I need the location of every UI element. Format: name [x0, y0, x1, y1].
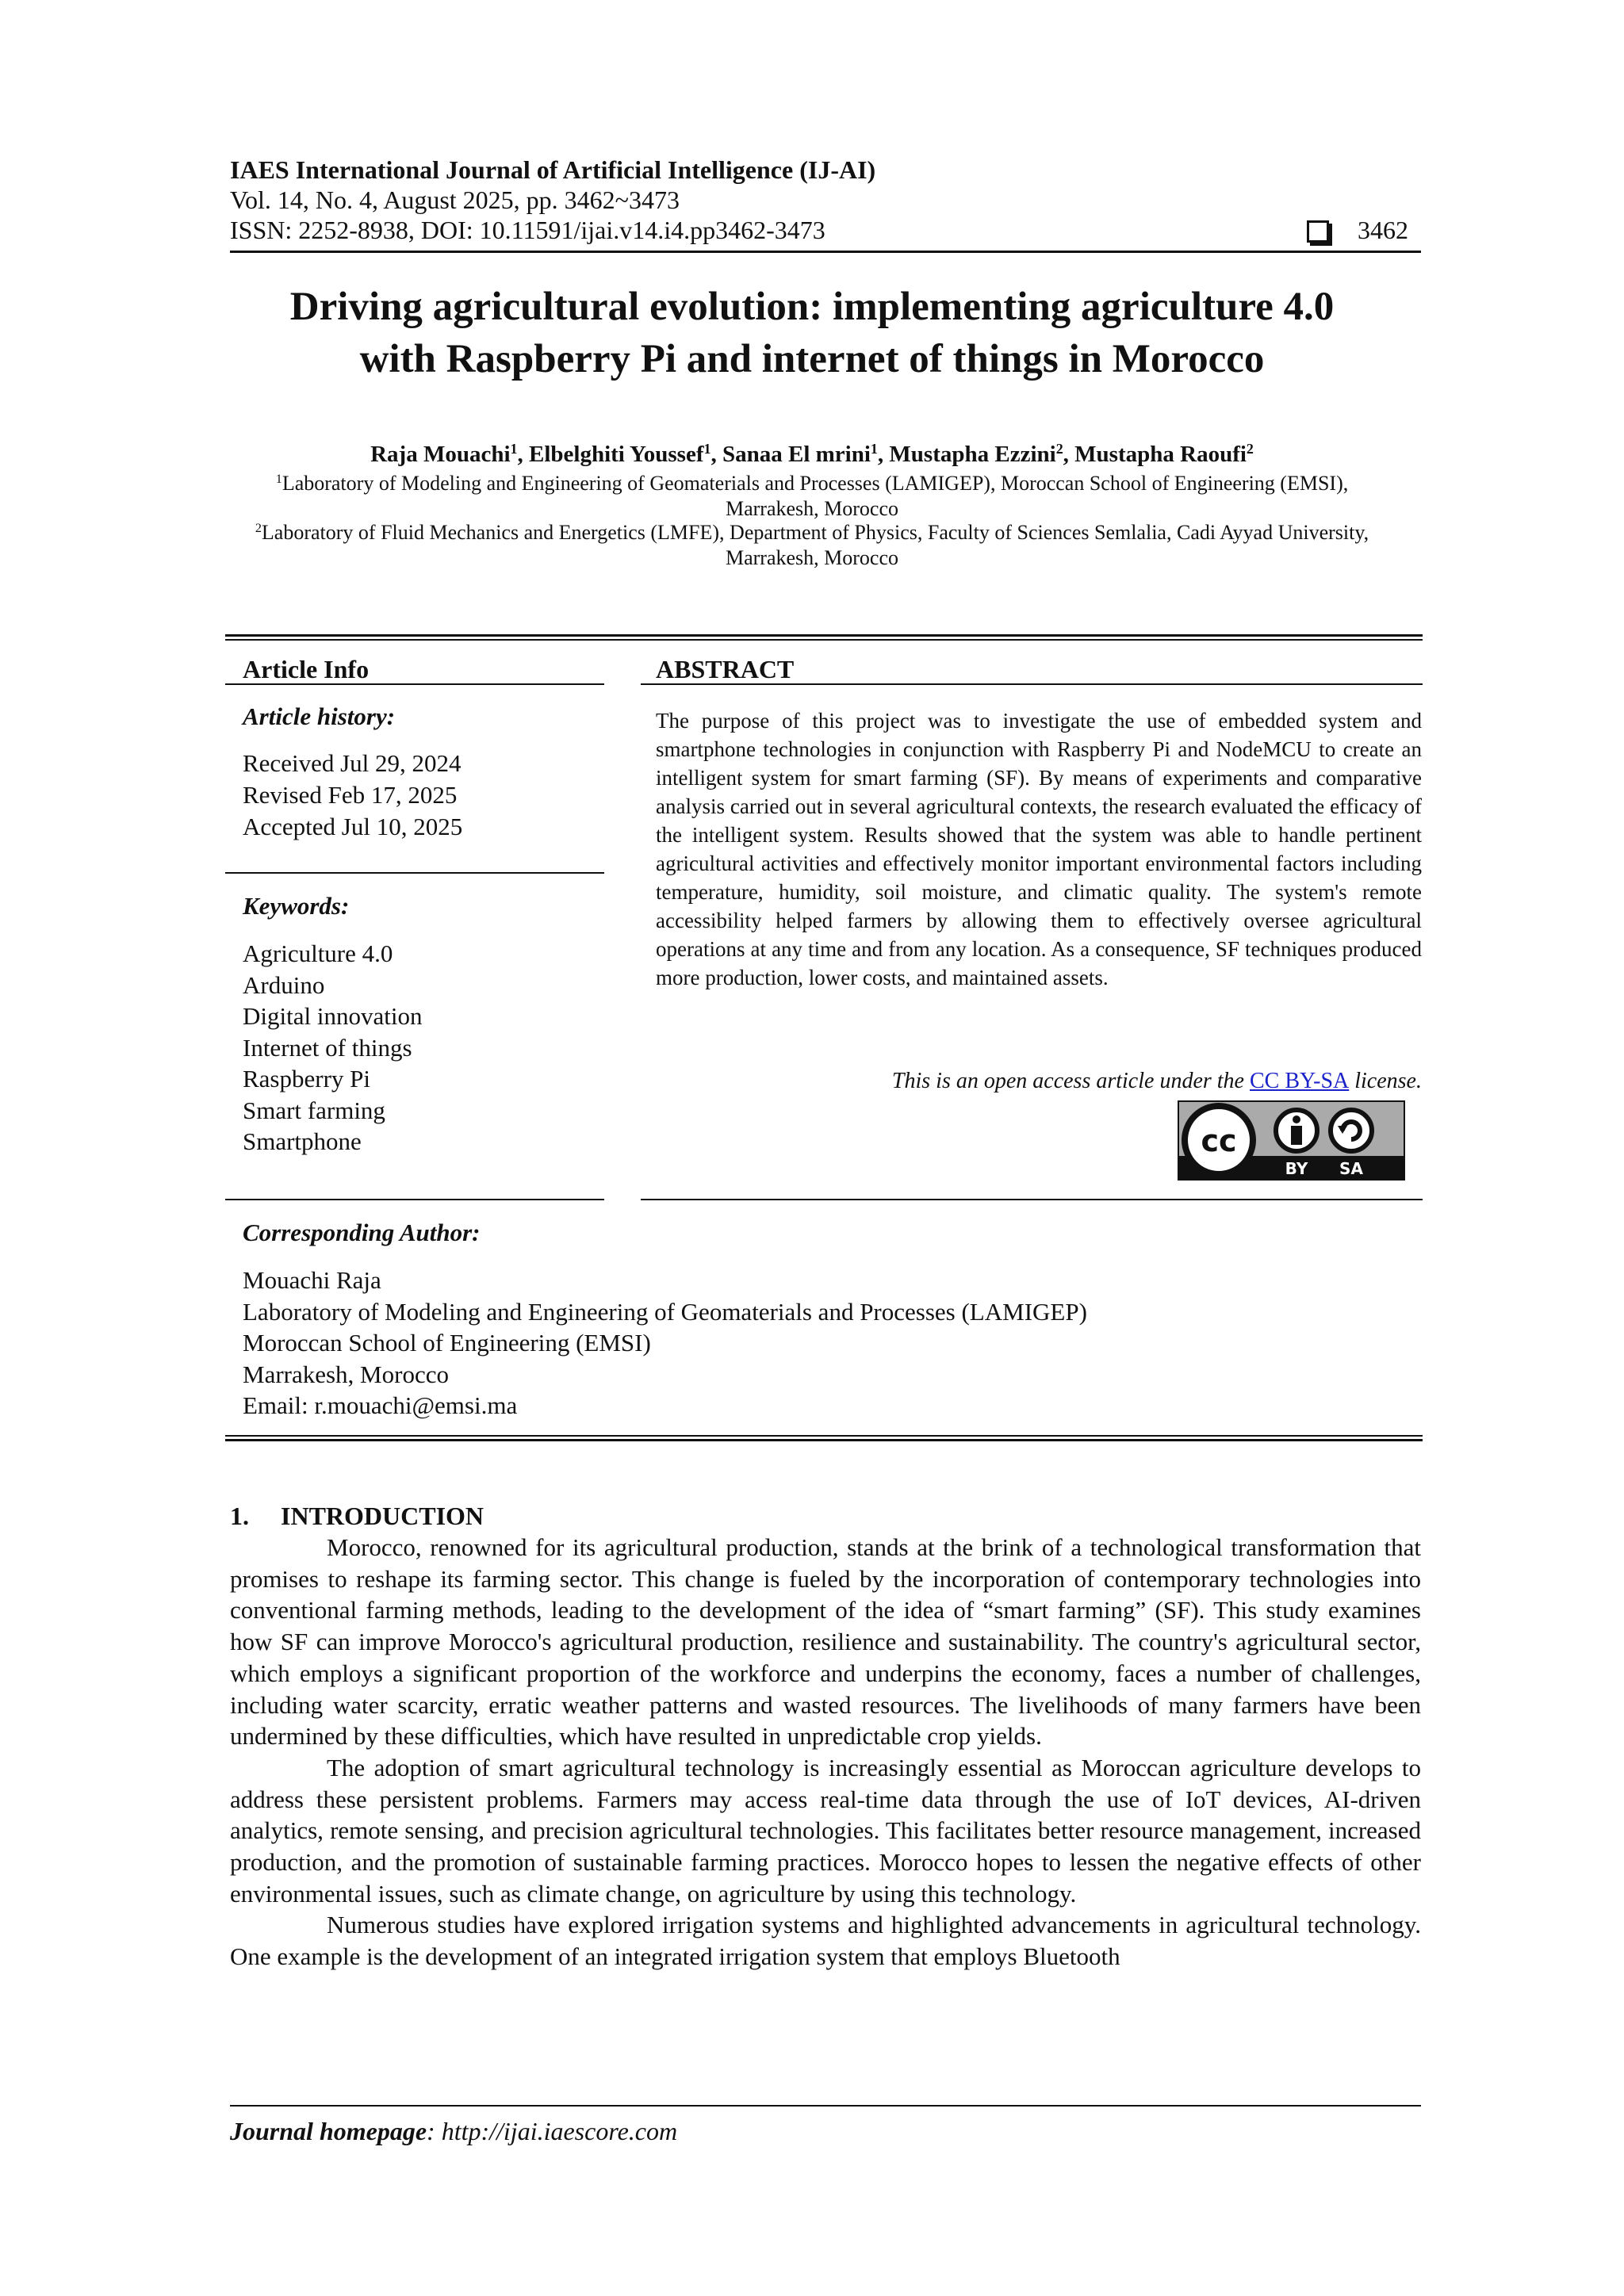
paper-title	[227, 281, 1397, 385]
affiliation-mark: 1	[703, 441, 711, 457]
badge-by-label: BY	[1285, 1159, 1308, 1178]
keywords-list	[243, 938, 422, 1158]
keyword: Smart farming	[243, 1096, 385, 1124]
author-city: Marrakesh, Morocco	[243, 1360, 449, 1388]
share-alike-icon	[1331, 1110, 1372, 1151]
journal-name: IAES International Journal of Artificial Intelligence (IJ-AI)	[230, 155, 876, 184]
affiliation-text: Laboratory of Fluid Mechanics and Energetics (LMFE), Department of Physics, Faculty of Sciences Semlalia, Cadi Ayyad University,	[261, 521, 1369, 544]
affiliation-city: Marrakesh, Morocco	[725, 546, 899, 569]
author: Mustapha Ezzini	[889, 442, 1056, 467]
info-box-top-rule	[225, 634, 1423, 637]
license-line	[656, 1067, 1422, 1096]
abstract-bottom-rule	[641, 1199, 1423, 1200]
affiliation-2	[227, 520, 1397, 571]
abstract-rule	[641, 683, 1423, 685]
info-box-bottom-rule-2	[225, 1439, 1423, 1441]
checkbox-icon	[1307, 220, 1329, 243]
intro-paragraph: Morocco, renowned for its agricultural production, stands at the brink of a technological transformation that promises to reshape its farming sector. This change is fueled by the incorporation of contemporary technologies into conventional farming methods, leading to the development of the idea of “smart farming” (SF). This study examines how SF can improve Morocco's agricultural production, resilience and sustainability. The country's agricultural sector, which employs a significant proportion of the workforce and underpins the economy, faces a number of challenges, including water scarcity, erratic weather patterns and wasted resources. The livelihoods of many farmers have been undermined by these difficulties, which have resulted in unpredictable crop yields.	[230, 1533, 1421, 1751]
author-name: Mouachi Raja	[243, 1266, 381, 1294]
volume-info: Vol. 14, No. 4, August 2025, pp. 3462~3473	[230, 186, 680, 214]
keywords-bottom-rule	[225, 1199, 604, 1200]
article-history-heading: Article history:	[243, 702, 396, 730]
header-rule	[230, 251, 1421, 253]
badge-sa-label: SA	[1339, 1159, 1363, 1178]
author: Sanaa El mrini	[722, 442, 871, 467]
author: Mustapha Raoufi	[1074, 442, 1247, 467]
received-date: Received Jul 29, 2024	[243, 749, 462, 777]
journal-homepage	[230, 2117, 677, 2146]
intro-paragraph: Numerous studies have explored irrigation systems and highlighted advancements in agricultural technology. One example is the development of an integrated irrigation system that employs Bluetooth	[230, 1911, 1421, 1971]
affiliation-mark: 1	[870, 441, 878, 457]
affiliation-number: 1	[275, 473, 282, 487]
homepage-label: Journal homepage	[230, 2117, 427, 2145]
homepage-url[interactable]: : http://ijai.iaescore.com	[427, 2117, 678, 2145]
affiliation-mark: 2	[1246, 441, 1254, 457]
cc-by-sa-link[interactable]: CC BY-SA	[1249, 1069, 1350, 1093]
page-number: 3462	[1358, 216, 1408, 244]
author: Elbelghiti Youssef	[529, 442, 704, 467]
cc-logo-text: cc	[1201, 1123, 1237, 1158]
keyword: Smartphone	[243, 1127, 362, 1155]
info-box-top-rule-2	[225, 639, 1423, 641]
affiliation-city: Marrakesh, Morocco	[725, 497, 899, 520]
abstract-heading: ABSTRACT	[656, 655, 795, 683]
keyword: Raspberry Pi	[243, 1065, 371, 1093]
issn-doi: ISSN: 2252-8938, DOI: 10.11591/ijai.v14.i4.pp3462-3473	[230, 216, 825, 244]
abstract-text: The purpose of this project was to investigate the use of embedded system and smartphone technologies in conjunction with Raspberry Pi and NodeMCU to create an intelligent system for smart farming (SF). By means of experiments and comparative analysis carried out in several agricultural contexts, the research evaluated the efficacy of the intelligent system. Results showed that the system was able to handle pertinent agricultural activities and effectively monitor important environmental factors including temperature, humidity, soil moisture, and climatic quality. The system's remote accessibility helped farmers by allowing them to effectively oversee agricultural operations at any time and from any location. As a consequence, SF techniques produced more production, lower costs, and maintained assets.	[656, 709, 1422, 989]
affiliation-mark: 1	[510, 441, 518, 457]
author-email: Email: r.mouachi@emsi.ma	[243, 1391, 518, 1420]
author: Raja Mouachi	[370, 442, 511, 467]
accepted-date: Accepted Jul 10, 2025	[243, 813, 463, 840]
keyword: Internet of things	[243, 1033, 412, 1062]
affiliation-text: Laboratory of Modeling and Engineering of Geomaterials and Processes (LAMIGEP), Moroccan School of Engineering (EMSI),	[282, 472, 1349, 495]
corresponding-author-heading: Corresponding Author:	[243, 1219, 481, 1246]
keyword: Agriculture 4.0	[243, 939, 393, 967]
author-list: Raja Mouachi$^1$, Elbelghiti Youssef$^1$, Sanaa El mrini$^1$, Mustapha Ezzini$^2$, Mustapha Raoufi$^2$	[370, 441, 1254, 467]
author-school: Moroccan School of Engineering (EMSI)	[243, 1329, 651, 1357]
affiliation-1	[227, 471, 1397, 522]
intro-paragraph: The adoption of smart agricultural technology is increasingly essential as Moroccan agriculture develops to address these persistent problems. Farmers may access real-time data through the use of IoT devices, AI-driven analytics, remote sensing, and precision agricultural technologies. This facilitates better resource management, increased production, and the promotion of sustainable farming practices. Morocco hopes to lessen the negative effects of other environmental issues, such as climate change, on agriculture by using this technology.	[230, 1753, 1421, 1908]
title-line-2: with Raspberry Pi and internet of things in Morocco	[359, 337, 1265, 381]
footer-rule	[230, 2105, 1421, 2107]
affiliation-mark: 2	[1055, 441, 1063, 457]
corresponding-author-details	[243, 1265, 1087, 1422]
keyword: Digital innovation	[243, 1002, 423, 1030]
author-lab: Laboratory of Modeling and Engineering of Geomaterials and Processes (LAMIGEP)	[243, 1297, 1087, 1326]
affiliation-number: 2	[255, 522, 262, 536]
license-suffix: license.	[1349, 1069, 1422, 1093]
info-box-bottom-rule	[225, 1435, 1423, 1437]
introduction-body	[230, 1532, 1421, 1973]
keyword: Arduino	[243, 970, 325, 999]
history-list	[243, 748, 462, 843]
title-line-1: Driving agricultural evolution: implementing agriculture 4.0	[289, 285, 1335, 329]
introduction-heading: 1. INTRODUCTION	[230, 1502, 485, 1530]
revised-date: Revised Feb 17, 2025	[243, 781, 458, 809]
article-info-rule	[225, 683, 604, 685]
keywords-rule	[225, 872, 604, 874]
keywords-heading: Keywords:	[243, 892, 350, 920]
license-prefix: This is an open access article under the	[891, 1069, 1250, 1093]
cc-by-sa-license-badge[interactable]	[1178, 1100, 1405, 1181]
article-info-heading: Article Info	[243, 655, 370, 683]
